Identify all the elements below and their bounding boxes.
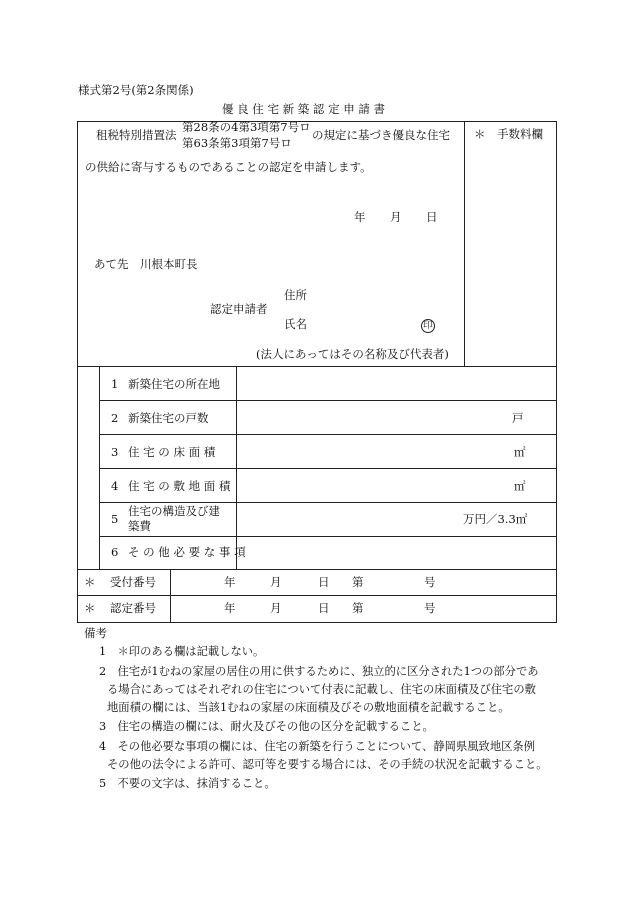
article-line-2: 第63条第3項第7号ロ (182, 136, 292, 150)
reception-year: 年 (224, 575, 236, 589)
remark-2-line-2: る場合にあってはそれぞれの住宅について付表に記載し、住宅の床面積及び住宅の敷 (107, 683, 536, 696)
remarks-heading: 備考 (84, 626, 107, 640)
certification-day: 日 (318, 601, 330, 615)
item-4-label: 住 宅 の 敷 地 面 積 (128, 479, 231, 493)
remark-2-line-3: 地面積の欄には、当該1むねの家屋の床面積及びその敷地面積を記載すること。 (107, 701, 510, 714)
seal-mark: 印 (421, 319, 435, 333)
addressee: あて先 川根本町長 (94, 257, 198, 271)
reception-number-label: 受付番号 (110, 575, 156, 589)
intro-line-2: の供給に寄与するものであることの認定を申請します。 (85, 160, 372, 174)
applicant-address-label: 住所 (284, 288, 307, 302)
reception-dai: 第 (352, 575, 364, 589)
certification-month: 月 (270, 601, 282, 615)
certification-year: 年 (224, 601, 236, 615)
reception-month: 月 (270, 575, 282, 589)
fee-column-label: ＊ 手数料欄 (474, 127, 543, 141)
corporation-note: (法人にあってはその名称及び代表者) (256, 347, 449, 361)
item-2-label: 新築住宅の戸数 (128, 411, 209, 425)
item-5-label-line-1: 住宅の構造及び建 (128, 504, 220, 518)
item-3-unit: ㎡ (514, 445, 526, 459)
item-6-label: そ の 他 必 要 な 事 項 (128, 545, 246, 559)
certification-dai: 第 (352, 601, 364, 615)
item-2-unit: 戸 (512, 411, 524, 425)
item-5-unit: 万円／3.3㎡ (463, 512, 528, 526)
applicant-name-label: 氏名 (284, 317, 307, 331)
reception-mark: ＊ (84, 575, 96, 589)
remark-5: 5 不要の文字は、抹消すること。 (99, 777, 276, 790)
reception-go: 号 (424, 575, 436, 589)
applicant-label: 認定申請者 (210, 302, 268, 316)
date-day: 日 (426, 210, 438, 224)
item-3-label: 住 宅 の 床 面 積 (128, 445, 216, 459)
item-6-number: 6 (111, 545, 119, 559)
form-label: 様式第2号(第2条関係) (78, 83, 194, 97)
item-1-label: 新築住宅の所在地 (128, 377, 220, 391)
date-month: 月 (390, 210, 402, 224)
certification-go: 号 (424, 601, 436, 615)
remark-1: 1 ＊印のある欄は記載しない。 (99, 645, 265, 658)
item-5-label-line-2: 築費 (128, 519, 151, 533)
page-title: 優 良 住 宅 新 築 認 定 申 請 書 (222, 102, 386, 116)
certification-mark: ＊ (84, 601, 96, 615)
intro-continuation: の規定に基づき優良な住宅 (312, 128, 450, 142)
article-line-1: 第28条の4第3項第7号ロ (182, 120, 311, 134)
item-3-number: 3 (111, 445, 119, 459)
item-2-number: 2 (111, 411, 119, 425)
item-4-unit: ㎡ (514, 479, 526, 493)
law-name: 租税特別措置法 (96, 128, 177, 142)
item-5-number: 5 (111, 512, 119, 526)
remark-4-line-1: 4 その他必要な事項の欄には、住宅の新築を行うことについて、静岡県風致地区条例 (99, 740, 536, 753)
certification-number-label: 認定番号 (110, 601, 156, 615)
date-year: 年 (354, 210, 366, 224)
remark-2-line-1: 2 住宅が1むねの家屋の居住の用に供するために、独立的に区分された1つの部分であ (99, 665, 539, 678)
remark-3: 3 住宅の構造の欄には、耐火及びその他の区分を記載すること。 (99, 720, 434, 733)
reception-day: 日 (318, 575, 330, 589)
item-1-number: 1 (111, 377, 119, 391)
item-4-number: 4 (111, 479, 119, 493)
remark-4-line-2: その他の法令による許可、認可等を要する場合には、その手続の状況を記載すること。 (107, 758, 548, 771)
